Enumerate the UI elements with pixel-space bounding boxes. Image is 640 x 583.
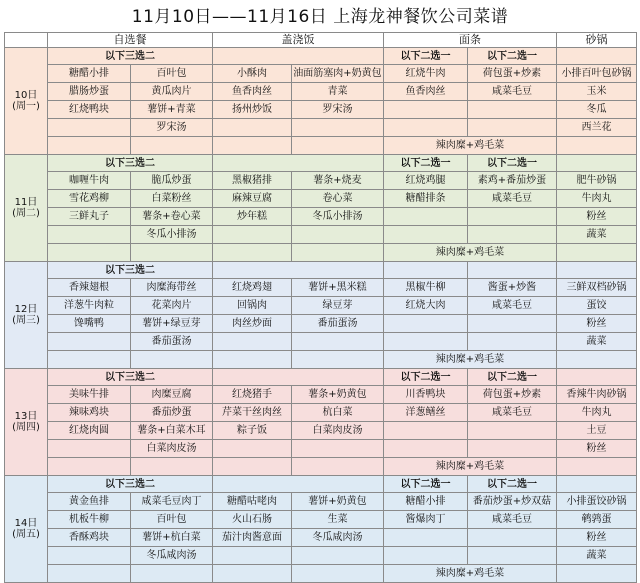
menu-table	[4, 32, 637, 583]
dish-mian-b	[468, 333, 557, 351]
dish-mian-a	[384, 315, 468, 333]
dish-zixuan-b: 薯条+白菜木耳	[131, 422, 213, 440]
dish-gaijiao-b: 绿豆芽	[292, 297, 384, 315]
dish-gaijiao-a: 鱼香肉丝	[213, 83, 292, 101]
dish-mian-a	[384, 440, 468, 458]
dish-mian-a: 川香鸭块	[384, 386, 468, 404]
choice-note-zixuan: 以下三选二	[48, 48, 213, 65]
dish-mian-a	[384, 208, 468, 226]
dish-shaguo: 玉米	[557, 83, 637, 101]
dish-zixuan-b: 白菜粉丝	[131, 190, 213, 208]
noodle-common-topping: 辣肉糜+鸡毛菜	[384, 137, 557, 155]
bottom-gaijiao-b	[292, 351, 384, 369]
dish-zixuan-a: 黄金鱼排	[48, 493, 131, 511]
dish-gaijiao-a: 茄汁肉酱意面	[213, 529, 292, 547]
dish-gaijiao-b: 冬瓜小排汤	[292, 208, 384, 226]
dish-mian-a	[384, 226, 468, 244]
dish-mian-a: 红烧鸡腿	[384, 172, 468, 190]
dish-zixuan-b: 冬瓜咸肉汤	[131, 547, 213, 565]
choice-note-mian-b: 以下二选一	[468, 155, 557, 172]
dish-gaijiao-b: 薯条+奶黄包	[292, 386, 384, 404]
dish-zixuan-b: 百叶包	[131, 511, 213, 529]
dish-row	[5, 547, 637, 565]
day-weekday: (周三)	[12, 315, 40, 326]
dish-mian-a	[384, 119, 468, 137]
dish-gaijiao-b: 生菜	[292, 511, 384, 529]
dish-gaijiao-b: 冬瓜咸肉汤	[292, 529, 384, 547]
choice-note-mian-a: 以下二选一	[384, 48, 468, 65]
dish-zixuan-a: 馋嘴鸭	[48, 315, 131, 333]
dish-mian-b	[468, 529, 557, 547]
day-date: 14日	[14, 518, 38, 529]
shaguo-blank	[557, 155, 637, 172]
bottom-shaguo	[557, 458, 637, 476]
choice-note-mian-a: 以下二选一	[384, 476, 468, 493]
dish-mian-a: 黑椒牛柳	[384, 279, 468, 297]
dish-gaijiao-a: 肉丝炒面	[213, 315, 292, 333]
dish-row	[5, 208, 637, 226]
bottom-gaijiao-b	[292, 137, 384, 155]
dish-gaijiao-a	[213, 440, 292, 458]
dish-zixuan-a: 腊肠炒蛋	[48, 83, 131, 101]
dish-gaijiao-a: 小酥肉	[213, 65, 292, 83]
dish-mian-b	[468, 226, 557, 244]
day-date: 13日	[14, 411, 38, 422]
choice-note-mian-b: 以下二选一	[468, 476, 557, 493]
bottom-gaijiao-a	[213, 351, 292, 369]
dish-zixuan-b: 罗宋汤	[131, 119, 213, 137]
noodle-common-topping: 辣肉糜+鸡毛菜	[384, 244, 557, 262]
dish-shaguo: 蛋饺	[557, 297, 637, 315]
dish-shaguo: 粉丝	[557, 529, 637, 547]
bottom-zixuan-a	[48, 137, 131, 155]
dish-gaijiao-a: 火山石肠	[213, 511, 292, 529]
day-label	[5, 369, 48, 476]
dish-row	[5, 172, 637, 190]
dish-zixuan-b: 花菜肉片	[131, 297, 213, 315]
dish-gaijiao-a: 芹菜干丝肉丝	[213, 404, 292, 422]
dish-mian-b	[468, 208, 557, 226]
bottom-zixuan-b	[131, 458, 213, 476]
day-date: 11日	[14, 197, 38, 208]
day-bottom-row	[5, 351, 637, 369]
choice-note-gaijiao	[213, 48, 384, 65]
dish-zixuan-a: 三鲜丸子	[48, 208, 131, 226]
dish-row	[5, 297, 637, 315]
dish-gaijiao-b	[292, 333, 384, 351]
day-subheader-row	[5, 155, 637, 172]
shaguo-blank	[557, 48, 637, 65]
dish-zixuan-a: 咖喱牛肉	[48, 172, 131, 190]
dish-shaguo: 牛肉丸	[557, 404, 637, 422]
dish-gaijiao-a: 麻辣豆腐	[213, 190, 292, 208]
choice-note-zixuan: 以下三选二	[48, 262, 213, 279]
page-title: 11月10日——11月16日 上海龙神餐饮公司菜谱	[131, 7, 509, 27]
choice-note-gaijiao	[213, 262, 384, 279]
dish-zixuan-a: 糖醋小排	[48, 65, 131, 83]
dish-row	[5, 440, 637, 458]
dish-zixuan-a	[48, 333, 131, 351]
bottom-shaguo	[557, 565, 637, 583]
dish-shaguo: 粉丝	[557, 208, 637, 226]
dish-gaijiao-a: 回锅肉	[213, 297, 292, 315]
dish-shaguo: 小排百叶包砂锅	[557, 65, 637, 83]
day-subheader-row	[5, 262, 637, 279]
dish-mian-a: 糖醋小排	[384, 493, 468, 511]
dish-shaguo: 小排蛋饺砂锅	[557, 493, 637, 511]
dish-zixuan-b: 肉糜豆腐	[131, 386, 213, 404]
dish-mian-b: 荷包蛋+炒素	[468, 386, 557, 404]
dish-mian-a: 红烧牛肉	[384, 65, 468, 83]
choice-note-zixuan: 以下三选二	[48, 369, 213, 386]
dish-mian-b	[468, 315, 557, 333]
dish-mian-b: 番茄炒蛋+炒双菇	[468, 493, 557, 511]
dish-zixuan-a: 雪花鸡柳	[48, 190, 131, 208]
menu-body	[5, 48, 637, 583]
header-gaijiao: 盖浇饭	[213, 33, 384, 48]
bottom-gaijiao-a	[213, 458, 292, 476]
dish-zixuan-a	[48, 440, 131, 458]
noodle-common-topping: 辣肉糜+鸡毛菜	[384, 351, 557, 369]
dish-row	[5, 226, 637, 244]
dish-gaijiao-b: 番茄蛋汤	[292, 315, 384, 333]
dish-gaijiao-b: 薯饼+奶黄包	[292, 493, 384, 511]
choice-note-mian-a	[384, 262, 468, 279]
bottom-zixuan-b	[131, 137, 213, 155]
bottom-zixuan-a	[48, 351, 131, 369]
day-bottom-row	[5, 565, 637, 583]
dish-mian-b: 咸菜毛豆	[468, 511, 557, 529]
dish-gaijiao-a	[213, 333, 292, 351]
dish-row	[5, 404, 637, 422]
bottom-zixuan-a	[48, 458, 131, 476]
dish-mian-a: 酱爆肉丁	[384, 511, 468, 529]
dish-gaijiao-b	[292, 119, 384, 137]
day-bottom-row	[5, 244, 637, 262]
dish-zixuan-b: 冬瓜小排汤	[131, 226, 213, 244]
dish-zixuan-a: 红烧肉圆	[48, 422, 131, 440]
day-label	[5, 48, 48, 155]
dish-mian-b: 素鸡+番茄炒蛋	[468, 172, 557, 190]
dish-zixuan-a	[48, 226, 131, 244]
bottom-shaguo	[557, 244, 637, 262]
dish-row	[5, 386, 637, 404]
noodle-common-topping: 辣肉糜+鸡毛菜	[384, 565, 557, 583]
dish-shaguo: 西兰花	[557, 119, 637, 137]
day-label	[5, 155, 48, 262]
dish-zixuan-a: 香辣翅根	[48, 279, 131, 297]
bottom-gaijiao-b	[292, 244, 384, 262]
dish-gaijiao-b: 青菜	[292, 83, 384, 101]
dish-shaguo: 牛肉丸	[557, 190, 637, 208]
dish-gaijiao-b	[292, 547, 384, 565]
day-subheader-row	[5, 48, 637, 65]
dish-mian-a	[384, 101, 468, 119]
shaguo-blank	[557, 369, 637, 386]
dish-gaijiao-a: 红烧鸡翅	[213, 279, 292, 297]
shaguo-blank	[557, 262, 637, 279]
day-weekday: (周一)	[12, 101, 40, 112]
choice-note-zixuan: 以下三选二	[48, 155, 213, 172]
dish-mian-b: 荷包蛋+炒素	[468, 65, 557, 83]
dish-shaguo: 粉丝	[557, 440, 637, 458]
bottom-shaguo	[557, 351, 637, 369]
dish-mian-a	[384, 333, 468, 351]
dish-gaijiao-a	[213, 226, 292, 244]
day-bottom-row	[5, 137, 637, 155]
dish-row	[5, 493, 637, 511]
dish-shaguo: 鹌鹑蛋	[557, 511, 637, 529]
dish-mian-b: 酱蛋+炒酱	[468, 279, 557, 297]
bottom-gaijiao-a	[213, 244, 292, 262]
dish-mian-b: 咸菜毛豆	[468, 404, 557, 422]
choice-note-mian-a: 以下二选一	[384, 369, 468, 386]
dish-mian-a: 洋葱鳝丝	[384, 404, 468, 422]
dish-zixuan-b: 百叶包	[131, 65, 213, 83]
bottom-gaijiao-a	[213, 565, 292, 583]
dish-row	[5, 119, 637, 137]
dish-gaijiao-b: 罗宋汤	[292, 101, 384, 119]
header-shaguo: 砂锅	[557, 33, 637, 48]
dish-zixuan-a: 机板牛柳	[48, 511, 131, 529]
shaguo-blank	[557, 476, 637, 493]
dish-zixuan-b: 黄瓜肉片	[131, 83, 213, 101]
choice-note-gaijiao	[213, 369, 384, 386]
bottom-zixuan-b	[131, 565, 213, 583]
dish-zixuan-b: 白菜肉皮汤	[131, 440, 213, 458]
dish-mian-a	[384, 422, 468, 440]
dish-zixuan-a: 红烧鸭块	[48, 101, 131, 119]
day-weekday: (周五)	[12, 529, 40, 540]
dish-zixuan-a	[48, 119, 131, 137]
dish-row	[5, 422, 637, 440]
dish-zixuan-b: 番茄炒蛋	[131, 404, 213, 422]
day-date: 10日	[14, 90, 38, 101]
day-weekday: (周二)	[12, 208, 40, 219]
choice-note-mian-b	[468, 262, 557, 279]
dish-row	[5, 333, 637, 351]
dish-zixuan-b: 番茄蛋汤	[131, 333, 213, 351]
dish-gaijiao-b: 油面筋塞肉+奶黄包	[292, 65, 384, 83]
dish-row	[5, 511, 637, 529]
dish-mian-b	[468, 119, 557, 137]
dish-gaijiao-b: 卷心菜	[292, 190, 384, 208]
dish-gaijiao-b: 白菜肉皮汤	[292, 422, 384, 440]
dish-row	[5, 529, 637, 547]
dish-zixuan-a: 香酥鸡块	[48, 529, 131, 547]
dish-mian-b	[468, 422, 557, 440]
dish-zixuan-a: 美味牛排	[48, 386, 131, 404]
choice-note-gaijiao	[213, 476, 384, 493]
corner-cell	[5, 33, 48, 48]
dish-zixuan-a	[48, 547, 131, 565]
dish-row	[5, 83, 637, 101]
dish-mian-b	[468, 440, 557, 458]
dish-shaguo: 蔬菜	[557, 226, 637, 244]
dish-zixuan-b: 脆瓜炒蛋	[131, 172, 213, 190]
dish-shaguo: 肥牛砂锅	[557, 172, 637, 190]
header-zixuan: 自选餐	[48, 33, 213, 48]
dish-gaijiao-b: 薯饼+黑米糕	[292, 279, 384, 297]
day-date: 12日	[14, 304, 38, 315]
dish-mian-b: 咸菜毛豆	[468, 297, 557, 315]
bottom-gaijiao-b	[292, 565, 384, 583]
dish-mian-a: 红烧大肉	[384, 297, 468, 315]
bottom-zixuan-b	[131, 351, 213, 369]
choice-note-mian-b: 以下二选一	[468, 369, 557, 386]
dish-gaijiao-a: 红烧猪手	[213, 386, 292, 404]
dish-mian-a	[384, 529, 468, 547]
bottom-gaijiao-a	[213, 137, 292, 155]
dish-row	[5, 279, 637, 297]
dish-gaijiao-a: 粽子饭	[213, 422, 292, 440]
dish-gaijiao-a: 糖醋咕咾肉	[213, 493, 292, 511]
dish-mian-b: 咸菜毛豆	[468, 83, 557, 101]
dish-row	[5, 315, 637, 333]
dish-shaguo: 蔬菜	[557, 547, 637, 565]
dish-zixuan-a: 洋葱牛肉粒	[48, 297, 131, 315]
dish-row	[5, 101, 637, 119]
day-subheader-row	[5, 369, 637, 386]
bottom-zixuan-b	[131, 244, 213, 262]
dish-zixuan-a: 辣味鸡块	[48, 404, 131, 422]
header-mian: 面条	[384, 33, 557, 48]
dish-zixuan-b: 薯饼+绿豆芽	[131, 315, 213, 333]
dish-shaguo: 粉丝	[557, 315, 637, 333]
day-subheader-row	[5, 476, 637, 493]
day-bottom-row	[5, 458, 637, 476]
dish-gaijiao-a: 扬州炒饭	[213, 101, 292, 119]
dish-zixuan-b: 咸菜毛豆肉丁	[131, 493, 213, 511]
dish-mian-a: 糖醋排条	[384, 190, 468, 208]
bottom-zixuan-a	[48, 244, 131, 262]
choice-note-mian-a: 以下二选一	[384, 155, 468, 172]
dish-shaguo: 三鲜双档砂锅	[557, 279, 637, 297]
dish-zixuan-b: 薯条+卷心菜	[131, 208, 213, 226]
dish-zixuan-b: 肉糜海带丝	[131, 279, 213, 297]
dish-mian-b: 咸菜毛豆	[468, 190, 557, 208]
choice-note-gaijiao	[213, 155, 384, 172]
dish-gaijiao-a: 黑椒猪排	[213, 172, 292, 190]
dish-gaijiao-a: 炒年糕	[213, 208, 292, 226]
dish-mian-a: 鱼香肉丝	[384, 83, 468, 101]
noodle-common-topping: 辣肉糜+鸡毛菜	[384, 458, 557, 476]
day-label	[5, 262, 48, 369]
bottom-gaijiao-b	[292, 458, 384, 476]
dish-shaguo: 土豆	[557, 422, 637, 440]
dish-gaijiao-b	[292, 226, 384, 244]
dish-row	[5, 65, 637, 83]
header-row	[5, 33, 637, 48]
dish-gaijiao-a	[213, 119, 292, 137]
dish-gaijiao-b	[292, 440, 384, 458]
dish-mian-b	[468, 101, 557, 119]
dish-gaijiao-a	[213, 547, 292, 565]
bottom-shaguo	[557, 137, 637, 155]
bottom-zixuan-a	[48, 565, 131, 583]
dish-mian-a	[384, 547, 468, 565]
dish-zixuan-b: 薯饼+青菜	[131, 101, 213, 119]
dish-shaguo: 蔬菜	[557, 333, 637, 351]
dish-shaguo: 香辣牛肉砂锅	[557, 386, 637, 404]
choice-note-mian-b: 以下二选一	[468, 48, 557, 65]
dish-zixuan-b: 薯饼+杭白菜	[131, 529, 213, 547]
dish-gaijiao-b: 杭白菜	[292, 404, 384, 422]
dish-shaguo: 冬瓜	[557, 101, 637, 119]
choice-note-zixuan: 以下三选二	[48, 476, 213, 493]
dish-mian-b	[468, 547, 557, 565]
dish-gaijiao-b: 薯条+烧麦	[292, 172, 384, 190]
day-weekday: (周四)	[12, 422, 40, 433]
dish-row	[5, 190, 637, 208]
